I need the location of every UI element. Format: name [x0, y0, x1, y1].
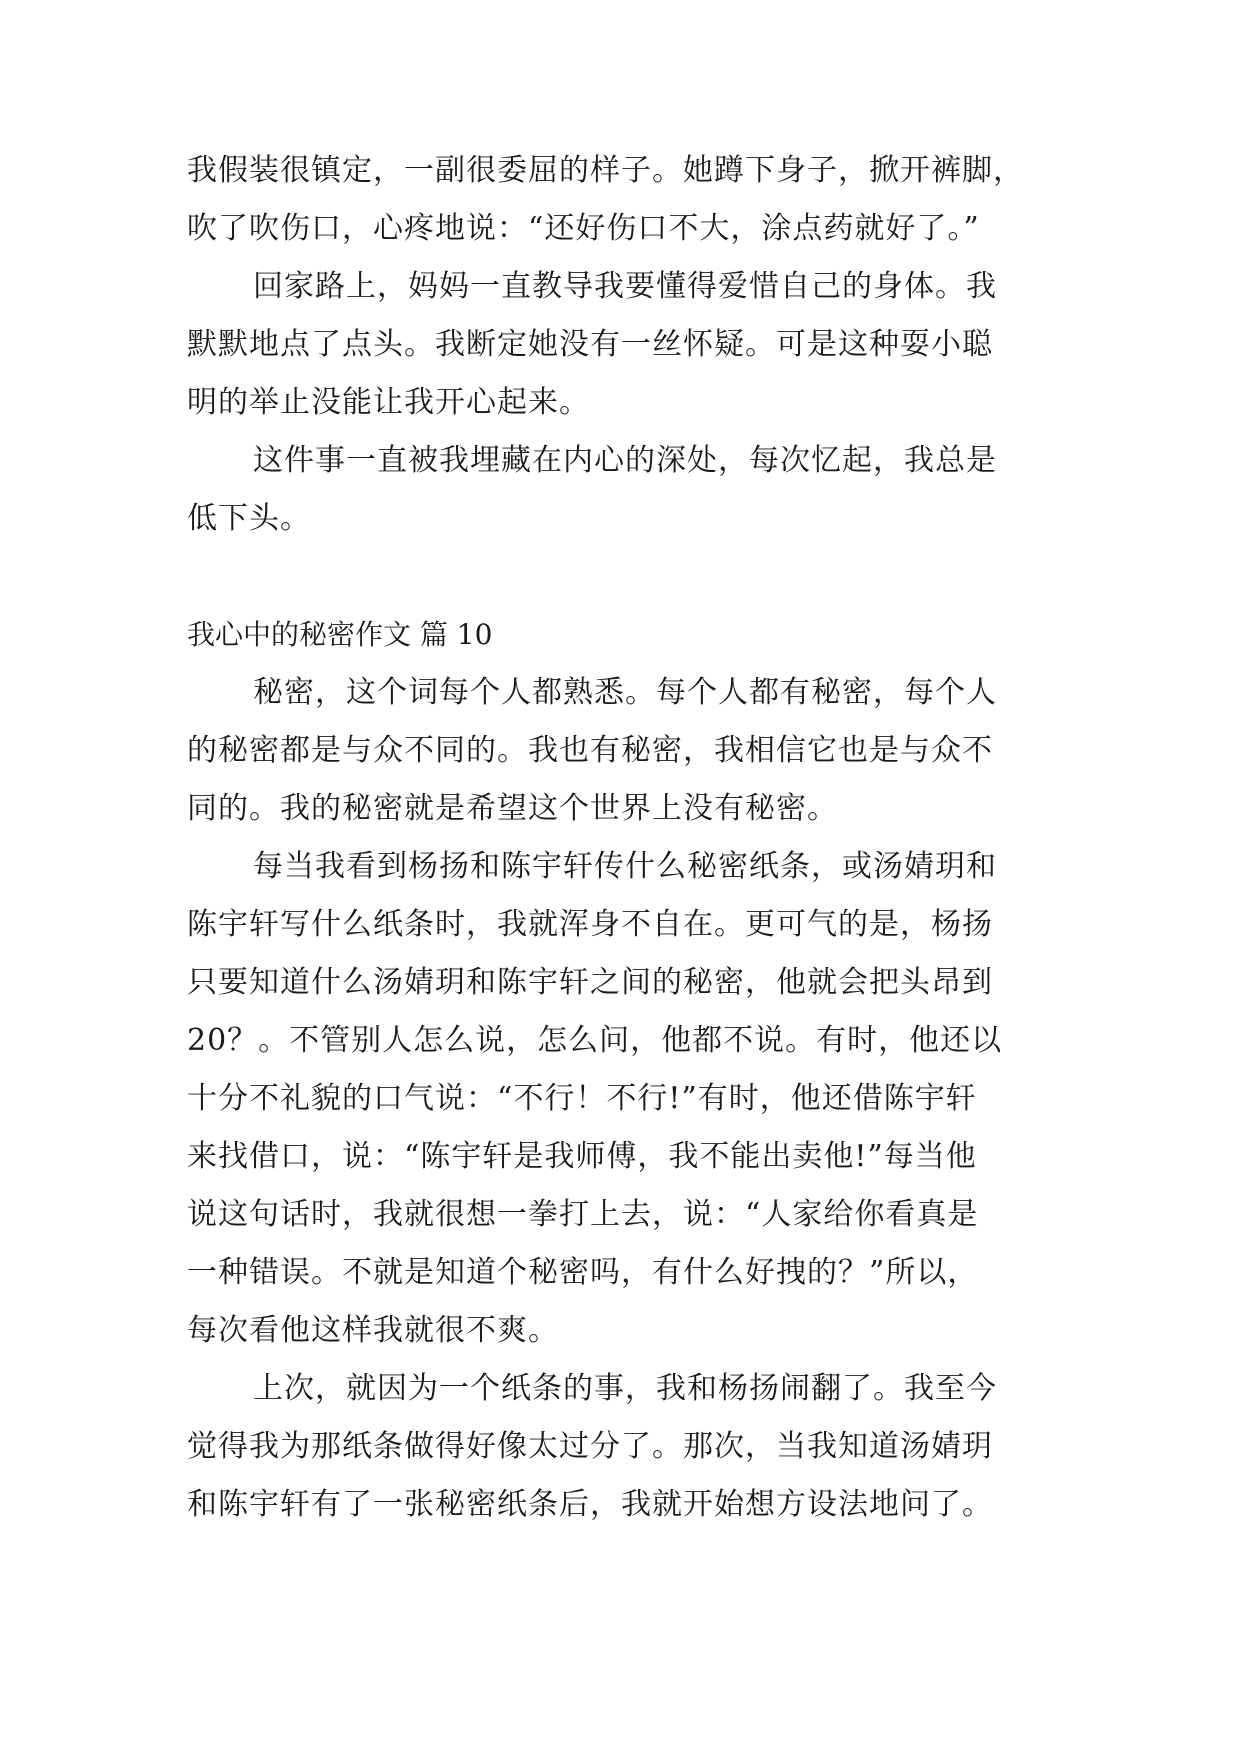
text-line: 每次看他这样我就很不爽。 [187, 1313, 559, 1348]
text-line: 说这句话时，我就很想一拳打上去，说：“人家给你看真是 [187, 1197, 979, 1232]
text-line: 一种错误。不就是知道个秘密吗，有什么好拽的？”所以， [187, 1255, 979, 1290]
text-line: 20？。不管别人怎么说，怎么问，他都不说。有时，他还以 [187, 1023, 1003, 1058]
text-line: 觉得我为那纸条做得好像太过分了。那次，当我知道汤婧玥 [187, 1429, 993, 1464]
text-line: 同的。我的秘密就是希望这个世界上没有秘密。 [187, 791, 838, 826]
text-line: 来找借口，说：“陈宇轩是我师傅，我不能出卖他!”每当他 [187, 1139, 977, 1174]
text-line: 默默地点了点头。我断定她没有一丝怀疑。可是这种耍小聪 [187, 327, 993, 362]
paragraph-first-line: 这件事一直被我埋藏在内心的深处，每次忆起，我总是 [253, 443, 997, 478]
text-line: 陈宇轩写什么纸条时，我就浑身不自在。更可气的是，杨扬 [187, 907, 993, 942]
text-line: 明的举止没能让我开心起来。 [187, 385, 590, 420]
text-line: 我假装很镇定，一副很委屈的样子。她蹲下身子，掀开裤脚， [187, 153, 1024, 188]
paragraph-first-line: 回家路上，妈妈一直教导我要懂得爱惜自己的身体。我 [253, 269, 997, 304]
paragraph-first-line: 每当我看到杨扬和陈宇轩传什么秘密纸条，或汤婧玥和 [253, 849, 997, 884]
text-line: 只要知道什么汤婧玥和陈宇轩之间的秘密，他就会把头昂到 [187, 965, 993, 1000]
section-heading: 我心中的秘密作文 篇 10 [187, 618, 493, 651]
text-line: 和陈宇轩有了一张秘密纸条后，我就开始想方设法地问了。 [187, 1487, 993, 1522]
text-line: 十分不礼貌的口气说：“不行！不行!”有时，他还借陈宇轩 [187, 1081, 977, 1116]
text-line: 低下头。 [187, 501, 311, 536]
text-line: 的秘密都是与众不同的。我也有秘密，我相信它也是与众不 [187, 733, 993, 768]
paragraph-first-line: 上次，就因为一个纸条的事，我和杨扬闹翻了。我至今 [253, 1371, 997, 1406]
text-line: 吹了吹伤口，心疼地说：“还好伤口不大，涂点药就好了。” [187, 211, 980, 246]
paragraph-first-line: 秘密，这个词每个人都熟悉。每个人都有秘密，每个人 [253, 675, 997, 710]
